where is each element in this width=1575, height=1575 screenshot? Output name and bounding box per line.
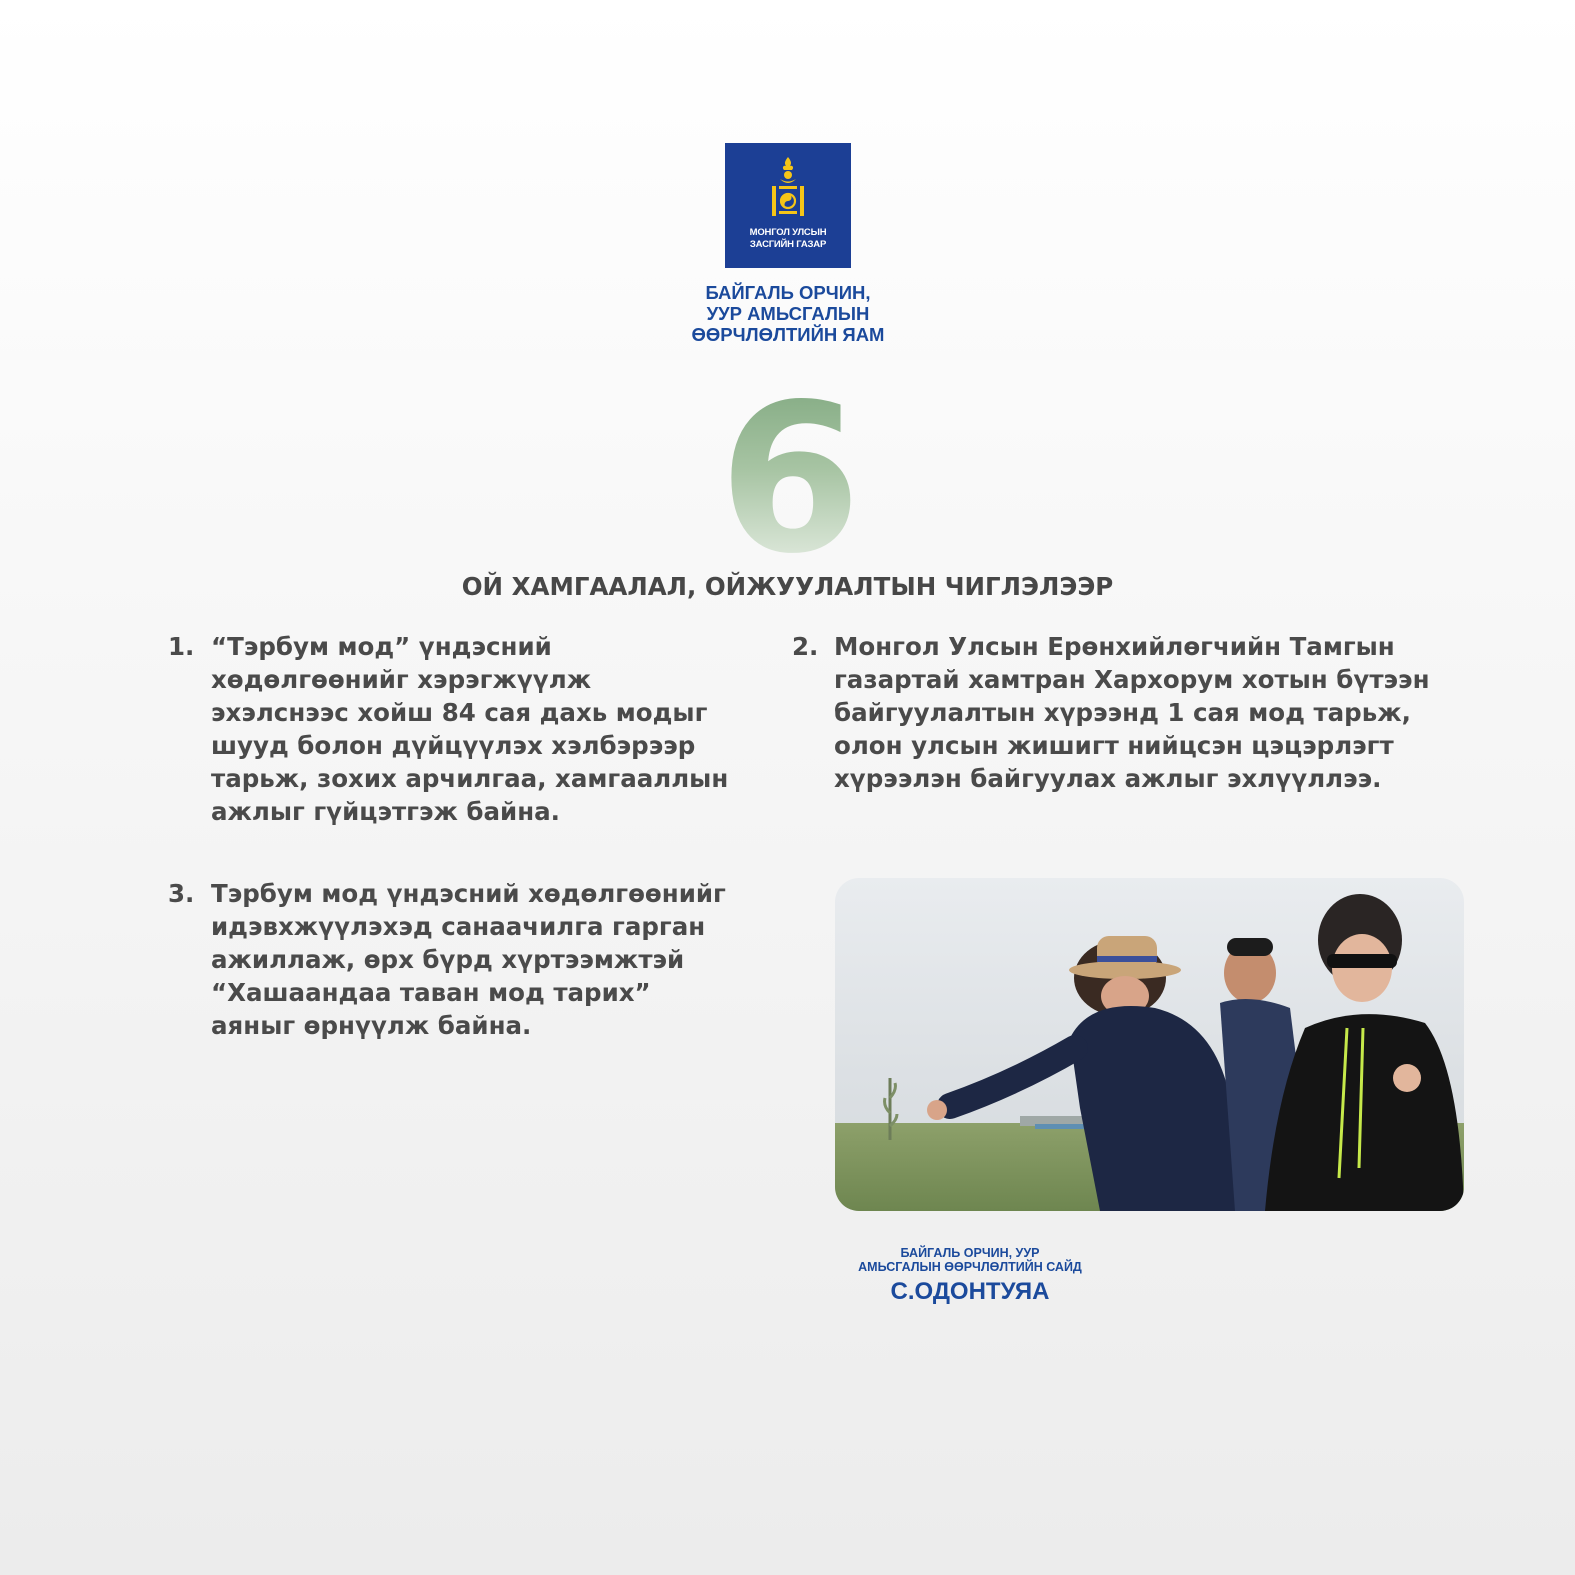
list-item-number: 2.	[792, 632, 819, 661]
emblem-caption-line: МОНГОЛ УЛСЫН	[749, 227, 827, 238]
list-item-text	[834, 630, 1430, 795]
text-line: ажиллаж, өрх бүрд хүртээмжтэй	[211, 945, 685, 974]
text-line: байгуулалтын хүрээнд 1 сая мод тарьж,	[834, 698, 1411, 727]
list-item-number: 3.	[168, 879, 195, 908]
text-line: газартай хамтран Хархорум хотын бүтээн	[834, 665, 1430, 694]
text-line: аяныг өрнүүлж байна.	[211, 1011, 532, 1040]
text-line: эхэлснээс хойш 84 сая дахь модыг	[211, 698, 708, 727]
text-line: Монгол Улсын Ерөнхийлөгчийн Тамгын	[834, 632, 1395, 661]
text-line: Тэрбум мод үндэсний хөдөлгөөнийг	[211, 879, 726, 908]
section-number: 6	[688, 370, 888, 590]
list-item-text	[211, 630, 728, 828]
ministry-name-line: УУР АМЬСГАЛЫН	[706, 303, 870, 324]
text-line: “Тэрбум мод” үндэсний	[211, 632, 552, 661]
signature-name: С.ОДОНТУЯА	[890, 1278, 1050, 1305]
list-item-number: 1.	[168, 632, 195, 661]
soyombo-icon	[768, 157, 808, 225]
text-line: олон улсын жишигт нийцсэн цэцэрлэгт	[834, 731, 1394, 760]
list-item-text	[211, 877, 726, 1042]
signature-role-line: АМЬСГАЛЫН ӨӨРЧЛӨЛТИЙН САЙД	[858, 1260, 1082, 1274]
text-line: ажлыг гүйцэтгэж байна.	[211, 797, 560, 826]
ministry-name	[640, 282, 936, 345]
text-line: “Хашаандаа таван мод тарих”	[211, 978, 651, 1007]
text-line: шууд болон дүйцүүлэх хэлбэрээр	[211, 731, 696, 760]
text-line: хүрээлэн байгуулах ажлыг эхлүүллээ.	[834, 764, 1382, 793]
signature-role	[820, 1246, 1120, 1274]
emblem-caption-line: ЗАСГИЙН ГАЗАР	[749, 239, 827, 250]
signature-block	[820, 1246, 1120, 1307]
text-line: тарьж, зохих арчилгаа, хамгааллын	[211, 764, 729, 793]
field-photo	[835, 878, 1464, 1211]
section-title: ОЙ ХАМГААЛАЛ, ОЙЖУУЛАЛТЫН ЧИГЛЭЛЭЭР	[461, 572, 1114, 601]
government-emblem	[725, 143, 851, 268]
emblem-caption	[725, 227, 851, 251]
ministry-name-line: ӨӨРЧЛӨЛТИЙН ЯАМ	[691, 324, 885, 345]
text-line: хөдөлгөөнийг хэрэгжүүлж	[211, 665, 592, 694]
text-line: идэвхжүүлэхэд санаачилга гарган	[211, 912, 706, 941]
signature-role-line: БАЙГАЛЬ ОРЧИН, УУР	[900, 1246, 1040, 1260]
ministry-name-line: БАЙГАЛЬ ОРЧИН,	[705, 282, 871, 303]
